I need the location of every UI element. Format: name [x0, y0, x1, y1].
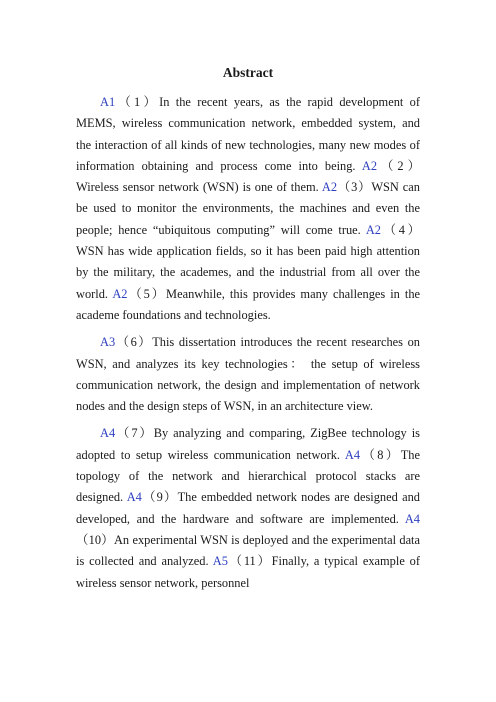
- sentence-number: （1）: [115, 95, 160, 109]
- sentence-text: Wireless sensor network (WSN) is one of them.: [76, 180, 322, 195]
- sentence-text: In the recent years, as the rapid development of MEMS, wireless communication network, embedded system, and the interaction of all kinds of new technologies, many new modes of information obtaining and process come into being.: [76, 95, 420, 173]
- sentence-tag: A4: [344, 447, 361, 462]
- sentence-text: An experimental WSN is deployed and the experimental data is collected and analyzed.: [76, 532, 421, 569]
- sentence-tag: A2: [365, 222, 381, 237]
- sentence-tag: A4: [100, 426, 116, 441]
- sentence-number: （2）: [377, 158, 420, 173]
- paragraph-1: [76, 92, 420, 326]
- sentence-number: （5）: [127, 286, 167, 301]
- sentence-number: （8）: [360, 447, 401, 462]
- sentence-number: （6）: [115, 335, 153, 350]
- sentence-text: Meanwhile, this provides many challenges in the academe foundations and technologies.: [76, 286, 421, 322]
- sentence-text: The topology of the network and hierarchical protocol stacks are designed.: [76, 447, 420, 505]
- sentence-tag: A4: [126, 490, 142, 505]
- sentence-number: （7）: [115, 426, 154, 441]
- sentence-number: （9）: [141, 490, 178, 505]
- sentence-tag: A3: [100, 335, 116, 350]
- sentence-text: Finally, a typical example of wireless sensor network, personnel: [76, 554, 420, 590]
- sentence-number: （10）: [76, 532, 114, 547]
- sentence-text: The embedded network nodes are designed and developed, and the hardware and software are implemented.: [76, 490, 420, 526]
- sentence-text: This dissertation introduces the recent researches on WSN, and analyzes its key technologies： the setup of wireless communication network, the design and implementation of network nodes and the design steps of WSN, in an architecture view.: [76, 335, 420, 414]
- paragraph-3: [76, 423, 420, 593]
- sentence-text: WSN has wide application fields, so it has been paid high attention by the military, the academes, and the industrial from all over the world.: [76, 244, 420, 301]
- page-title: Abstract: [222, 65, 274, 80]
- sentence-tag: A4: [404, 511, 420, 526]
- paragraph-2: [76, 332, 420, 417]
- sentence-text: WSN can be used to monitor the environments, the machines and even the people; hence “ubiquitous computing” will come true.: [76, 180, 420, 237]
- sentence-number: （4）: [381, 222, 420, 237]
- sentence-tag: A2: [321, 180, 338, 195]
- sentence-tag: A1: [100, 95, 116, 109]
- sentence-text: By analyzing and comparing, ZigBee technology is adopted to setup wireless communication network.: [76, 426, 420, 462]
- sentence-number: （3）: [337, 180, 372, 195]
- abstract-body: [76, 92, 420, 594]
- sentence-tag: A5: [212, 554, 228, 569]
- sentence-tag: A2: [112, 286, 128, 301]
- sentence-tag: A2: [361, 158, 378, 173]
- sentence-number: （11）: [227, 554, 272, 569]
